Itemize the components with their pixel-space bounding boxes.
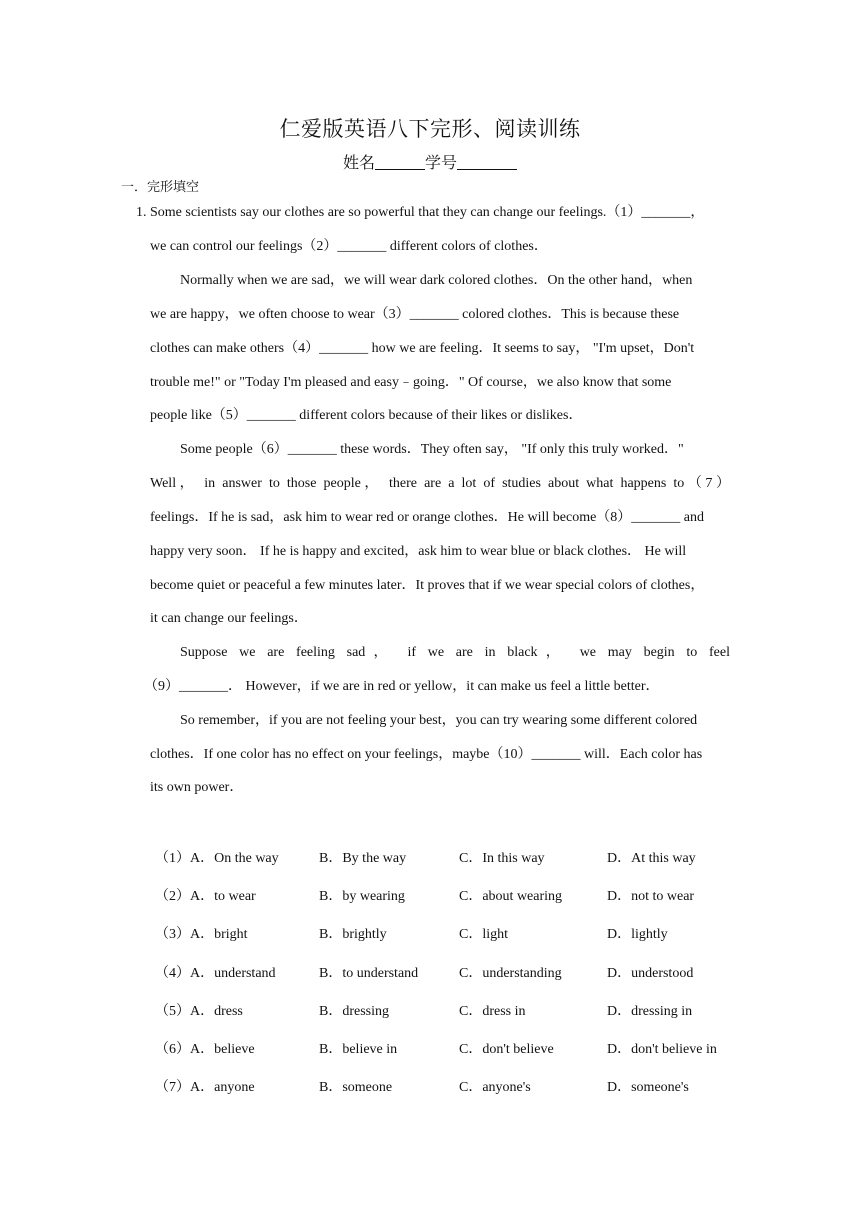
passage-line: （9）_______． However，if we are in red or yellow，it can make us feel a little better． xyxy=(144,679,660,694)
option-c[interactable]: C．In this way xyxy=(459,851,545,866)
option-b[interactable]: B．By the way xyxy=(319,851,407,866)
id-label: 学号 xyxy=(425,153,458,172)
passage-line: it can change our feelings． xyxy=(150,611,308,626)
passage-line: Normally when we are sad，we will wear dark colored clothes．On the other hand，when xyxy=(180,273,693,288)
option-c[interactable]: C．understanding xyxy=(459,965,562,981)
option-c[interactable]: C．don't believe xyxy=(459,1041,554,1057)
option-a[interactable]: （2）A．to wear xyxy=(155,889,256,905)
passage-line: happy very soon． If he is happy and excited，ask him to wear blue or black clothes． He will xyxy=(150,544,687,559)
option-a[interactable]: （5）A．dress xyxy=(155,1003,243,1019)
option-d[interactable]: D．don't believe in xyxy=(607,1041,717,1057)
passage-line: Suppose we are feeling sad， if we are in black， we may begin to feel xyxy=(180,645,730,660)
passage-line: feelings．If he is sad，ask him to wear red or orange clothes．He will become（8）_______ and xyxy=(150,510,705,525)
passage-line: 1. Some scientists say our clothes are so powerful that they can change our feelings.（1）_______， xyxy=(136,205,705,220)
option-d[interactable]: D．not to wear xyxy=(607,889,695,905)
option-d[interactable]: D．At this way xyxy=(607,851,696,866)
option-a[interactable]: （1）A．On the way xyxy=(155,851,279,866)
option-b[interactable]: B．someone xyxy=(319,1080,393,1096)
option-b[interactable]: B．believe in xyxy=(319,1041,398,1057)
option-d[interactable]: D．lightly xyxy=(607,927,668,943)
section-heading: 一．完形填空 xyxy=(121,180,200,195)
passage-line: clothes can make others（4）_______ how we are feeling．It seems to say， "I'm upset，Don't xyxy=(150,341,695,356)
option-c[interactable]: C．about wearing xyxy=(459,889,563,905)
option-b[interactable]: B．to understand xyxy=(319,965,419,981)
id-blank[interactable] xyxy=(457,155,517,170)
name-id-line xyxy=(0,150,860,173)
option-b[interactable]: B．by wearing xyxy=(319,889,405,905)
option-c[interactable]: C．dress in xyxy=(459,1003,526,1019)
passage-line: clothes．If one color has no effect on your feelings，maybe（10）_______ will．Each color has xyxy=(150,747,703,762)
option-a[interactable]: （3）A．bright xyxy=(155,927,248,943)
option-a[interactable]: （6）A．believe xyxy=(155,1041,255,1057)
passage-line: its own power． xyxy=(150,780,244,795)
passage-line: we can control our feelings（2）_______ different colors of clothes． xyxy=(150,239,548,254)
page-title: 仁爱版英语八下完形、阅读训练 xyxy=(279,117,581,141)
option-c[interactable]: C．light xyxy=(459,927,509,943)
option-d[interactable]: D．dressing in xyxy=(607,1003,693,1019)
name-label: 姓名 xyxy=(342,153,375,172)
passage-line: So remember，if you are not feeling your best，you can try wearing some different colored xyxy=(180,713,698,728)
option-d[interactable]: D．someone's xyxy=(607,1080,689,1096)
option-b[interactable]: B．dressing xyxy=(319,1003,389,1019)
option-c[interactable]: C．anyone's xyxy=(459,1080,531,1096)
passage-line: Some people（6）_______ these words．They often say， "If only this truly worked．" xyxy=(180,442,684,457)
passage-line: trouble me!" or "Today I'm pleased and easy﹣going．" Of course，we also know that some xyxy=(150,375,672,390)
option-b[interactable]: B．brightly xyxy=(319,927,387,943)
passage-line: we are happy，we often choose to wear（3）_______ colored clothes．This is because these xyxy=(150,307,680,322)
option-d[interactable]: D．understood xyxy=(607,965,694,981)
name-blank[interactable] xyxy=(375,155,425,170)
passage-line: people like（5）_______ different colors because of their likes or dislikes． xyxy=(150,408,583,423)
passage-line: Well， in answer to those people， there are a lot of studies about what happens to（7） xyxy=(150,476,730,491)
option-a[interactable]: （4）A．understand xyxy=(155,965,276,981)
option-a[interactable]: （7）A．anyone xyxy=(155,1080,255,1096)
passage-line: become quiet or peaceful a few minutes later．It proves that if we wear special colors of clothes， xyxy=(150,578,705,593)
